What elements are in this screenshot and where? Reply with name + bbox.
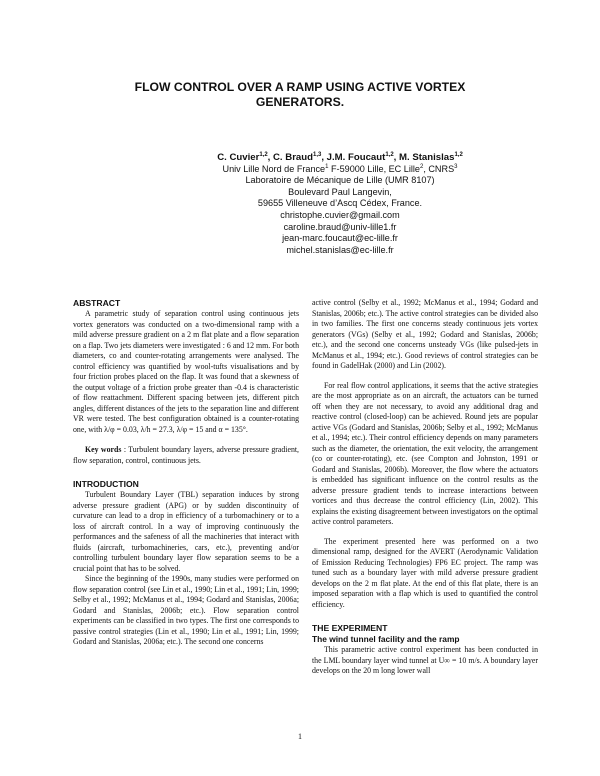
title-line-2: GENERATORS. [255,95,345,109]
author-3-affil: 1,2 [385,151,394,158]
author-1: C. Cuvier [217,152,260,163]
email-4[interactable]: michel.stanislas@ec-lille.fr [286,244,394,255]
right-paragraph-2: For real flow control applications, it seems that the active strategies are the most appropriate as on an aircraft, the actuators can be turned off when they are not necessary, to avoid any additional drag and reactive control (closed-loop) can be achieved. Round jets are popular active VGs (Godard and Stanislas, 2006b; Selby et al., 1992; McManus et al., 1994; etc.). Their control efficiency depends on many parameters such as the diameter, the orientation, the exit velocity, the arrangement (co or counter-rotating), etc. (see Compton and Johnston, 1991 or Godard and Stanislas, 2006b). Moreover, the flow where the actuators is embedded has significant influence on the control results as the adverse pressure gradient tends to increase interactions between vortices and thus decrease the control efficiency (Lin, 2002). This explains the existing disagreement between investigators on the optimal active control parameters. [312,380,538,526]
right-column [312,298,538,677]
affiliation-2-mark: 2 [419,163,424,170]
keywords-text: : Turbulent boundary layers, adverse pressure gradient, flow separation, control, continuous jets. [73,445,300,465]
abstract-text: A parametric study of separation control using continuous jets vortex generators was conducted on a two-dimensional ramp with a mild adverse pressure gradient on a 2 m flat plate and a flow separation on a flap. Two jets diameters were investigated : 6 and 12 mm. For both diameters, co and counter-rotating arrangements were analysed. The control efficiency was quantified by wool-tufts visualisations and by four friction probes placed on the flap. It was found that a skewness of the output voltage of a friction probe greater than -0.4 is characteristic of flow reattachment. Different spacing between jets, different pitch angles, different distances of the jets to the separation line and different VR were tested. The best configuration obtained is a counter-rotating one, with [73,309,299,434]
experiment-paragraph-1: This parametric active control experiment has been conducted in the LML boundary layer wind tunnel at U∞ = 10 m/s. A boundary layer develops on the 20 m long lower wall [312,645,538,675]
title-line-1: FLOW CONTROL OVER A RAMP USING ACTIVE VORTEX [134,80,466,94]
author-4: M. Stanislas [399,152,455,163]
author-2: C. Braud [273,152,313,163]
affiliation-1-mark: 1 [325,163,329,170]
affiliation-line [180,164,500,176]
intro-paragraph-1: Turbulent Boundary Layer (TBL) separation induces by strong adverse pressure gradient (APG) or by sudden discontinuity of curvature can lead to a drop in efficiency of a turbomachinery or to a loss of aircraft control. In a way of improving continuously the performances and the safeness of all the machineries that interact with fluids (aircraft, turbomachineries, cars, etc.), preventing and/or controlling turbulent boundary layer flow separation seems to be a crucial point that has to be solved. [73,490,299,573]
right-paragraph-3: The experiment presented here was performed on a two dimensional ramp, designed for the AVERT (Aerodynamic Validation of Emission Reducing Technologies) FP6 EC project. The ramp was tuned such as a boundary layer with mild adverse pressure gradient develops on the 2 m flat plate. At the end of this flat plate, there is an imposed separation with a flap which is used to quantified the control efficiency. [312,536,538,609]
right-paragraph-1: active control (Selby et al., 1992; McManus et al., 1994; Godard and Stanislas, 2006b; etc.). The active control strategies can be divided also in two families. The first one concerns steady continuous jets vortex generators (VGs) (Selby et al., 1992; Godard and Stanislas, 2006b; etc.), and the second one concerns unsteady VGs (like pulsed-jets in McManus et al., 1994; etc.). Good reviews of control strategies can be found in GadelHak (2000) and Lin (2002). [312,298,538,370]
author-block [180,152,500,256]
paper-title [0,80,600,110]
author-4-affil: 1,2 [454,151,463,158]
introduction-heading: INTRODUCTION [73,479,139,489]
author-2-affil: 1,3 [312,151,322,158]
abstract-formula: λ/φ = 0.03, λ/h = 27.3, λ/φ = 15 and α = 135°. [104,424,248,434]
abstract-paragraph [73,309,299,435]
keywords [73,445,299,466]
intro-paragraph-2: Since the beginning of the 1990s, many studies were performed on flow separation control (see Lin et al., 1990; Lin et al., 1991; Lin, 1999; Selby et al., 1992; McManus et al., 1994; Godard and Stanislas, 2006a; Godard and Stanislas, 2006b; etc.). Flow separation control experiments can be classified in two types. The first one corresponds to passive control strategies (Lin et al., 1990; Lin et al., 1991; Lin, 1999; Godard and Stanislas, 2006a; etc.). The second one concerns [73,574,299,646]
email-2[interactable]: caroline.braud@univ-lille1.fr [283,221,397,232]
author-3: J.M. Foucaut [326,152,386,163]
abstract-heading: ABSTRACT [73,298,121,308]
experiment-subheading: The wind tunnel facility and the ramp [312,634,460,644]
author-1-affil: 1,2 [259,151,268,158]
page-number: 1 [298,732,302,741]
email-3[interactable]: jean-marc.foucaut@ec-lille.fr [282,233,398,244]
lab-name: Laboratoire de Mécanique de Lille (UMR 8107) [245,175,435,186]
affiliation-3-mark: 3 [454,163,458,170]
experiment-heading: THE EXPERIMENT [312,623,388,633]
left-column [73,298,299,648]
affiliation-1: Univ Lille Nord de France [222,163,326,174]
email-1[interactable]: christophe.cuvier@gmail.com [280,209,400,220]
keywords-label: Key words [85,445,122,454]
street-address: Boulevard Paul Langevin, [288,186,392,197]
affiliation-3: , CNRS [423,163,455,174]
city-address: 59655 Villeneuve d’Ascq Cédex, France. [257,198,423,209]
affiliation-2: F-59000 Lille, EC Lille [328,163,420,174]
author-names: C. Cuvier$^{1,2}$, C. Braud$^{1,3}$, J.M. Foucaut$^{1,2}$, M. Stanislas$^{1,2}$ [217,151,463,163]
